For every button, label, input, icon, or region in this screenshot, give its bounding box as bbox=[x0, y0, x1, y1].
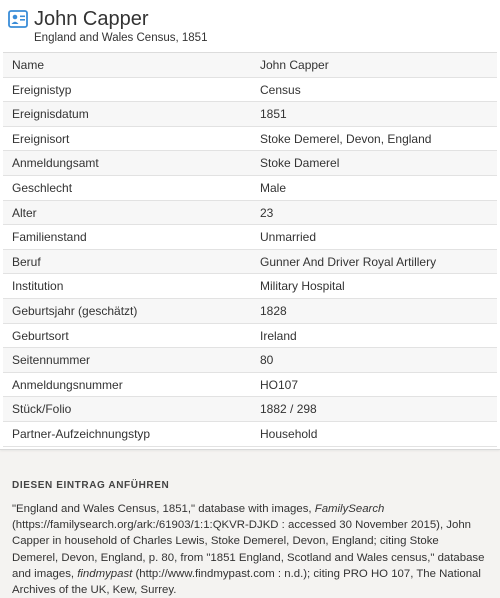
table-row bbox=[3, 348, 497, 373]
field-label: Stück/Folio bbox=[12, 402, 72, 417]
field-label: Anmeldungsamt bbox=[12, 156, 99, 171]
field-label: Beruf bbox=[12, 254, 41, 269]
field-value: 80 bbox=[260, 353, 274, 368]
table-row bbox=[3, 201, 497, 226]
citation-heading: DIESEN EINTRAG ANFÜHREN bbox=[12, 480, 170, 491]
citation-text bbox=[12, 501, 488, 598]
table-row bbox=[3, 78, 497, 103]
field-label: Partner-Aufzeichnungstyp bbox=[12, 426, 151, 441]
table-row bbox=[3, 176, 497, 201]
citation-part-1: "England and Wales Census, 1851," database with images, bbox=[12, 503, 315, 515]
table-row bbox=[3, 102, 497, 127]
field-label: Anmeldungsnummer bbox=[12, 377, 123, 392]
field-label: Name bbox=[12, 58, 45, 72]
field-value: Census bbox=[260, 82, 301, 97]
field-value: Household bbox=[260, 426, 318, 441]
table-row bbox=[3, 53, 497, 78]
record-title: John Capper bbox=[34, 8, 149, 30]
field-label: Familienstand bbox=[12, 230, 87, 245]
field-value: 1882 / 298 bbox=[260, 402, 317, 417]
field-label: Ereignisdatum bbox=[12, 107, 89, 122]
table-row bbox=[3, 299, 497, 324]
field-value: Military Hospital bbox=[260, 279, 345, 294]
citation-section bbox=[0, 466, 500, 598]
field-label: Ereignisort bbox=[12, 131, 70, 146]
field-label: Geburtsort bbox=[12, 328, 69, 343]
field-value: Ireland bbox=[260, 328, 297, 343]
field-value: 1851 bbox=[260, 107, 287, 122]
field-label: Institution bbox=[12, 279, 64, 294]
table-row bbox=[3, 324, 497, 349]
record-collection: England and Wales Census, 1851 bbox=[34, 32, 208, 44]
field-label: Geburtsjahr (geschätzt) bbox=[12, 303, 138, 318]
person-card-icon bbox=[8, 10, 28, 28]
table-row bbox=[3, 274, 497, 299]
field-value: Stoke Demerel, Devon, England bbox=[260, 131, 432, 146]
field-value: 1828 bbox=[260, 303, 287, 318]
table-row bbox=[3, 373, 497, 398]
citation-part-2: (https://familysearch.org/ark:/61903/1:1:QKVR-DJKD : accessed 30 November 2015), John Capper in household of Charles Lewis, Stoke Demerel, Devon, England; citing Stoke Demerel, Devon, England, p. 80, from "1851 England, Scotland and Wales census," database and images, bbox=[12, 519, 485, 580]
field-label: Geschlecht bbox=[12, 180, 73, 195]
table-row bbox=[3, 151, 497, 176]
citation-source-familysearch: FamilySearch bbox=[314, 503, 385, 515]
field-value: Gunner And Driver Royal Artillery bbox=[260, 254, 437, 269]
table-row bbox=[3, 127, 497, 152]
record-header bbox=[0, 0, 500, 50]
citation-part-3: (http://www.findmypast.com : n.d.); citing PRO HO 107, The National Archives of the UK, Kew, Surrey. bbox=[12, 567, 481, 597]
table-row bbox=[3, 250, 497, 275]
field-value: Stoke Damerel bbox=[260, 156, 340, 171]
field-value: 23 bbox=[260, 205, 274, 220]
field-value: Unmarried bbox=[260, 230, 317, 245]
field-label: Seitennummer bbox=[12, 353, 91, 368]
field-value: John Capper bbox=[260, 58, 329, 72]
table-row bbox=[3, 422, 497, 447]
field-label: Alter bbox=[12, 205, 37, 220]
citation-source-findmypast: findmypast bbox=[77, 567, 133, 580]
table-row bbox=[3, 397, 497, 422]
field-value: HO107 bbox=[260, 377, 299, 392]
field-value: Male bbox=[260, 180, 287, 195]
table-row bbox=[3, 225, 497, 250]
field-label: Ereignistyp bbox=[12, 82, 72, 97]
record-fields-table bbox=[3, 52, 497, 447]
